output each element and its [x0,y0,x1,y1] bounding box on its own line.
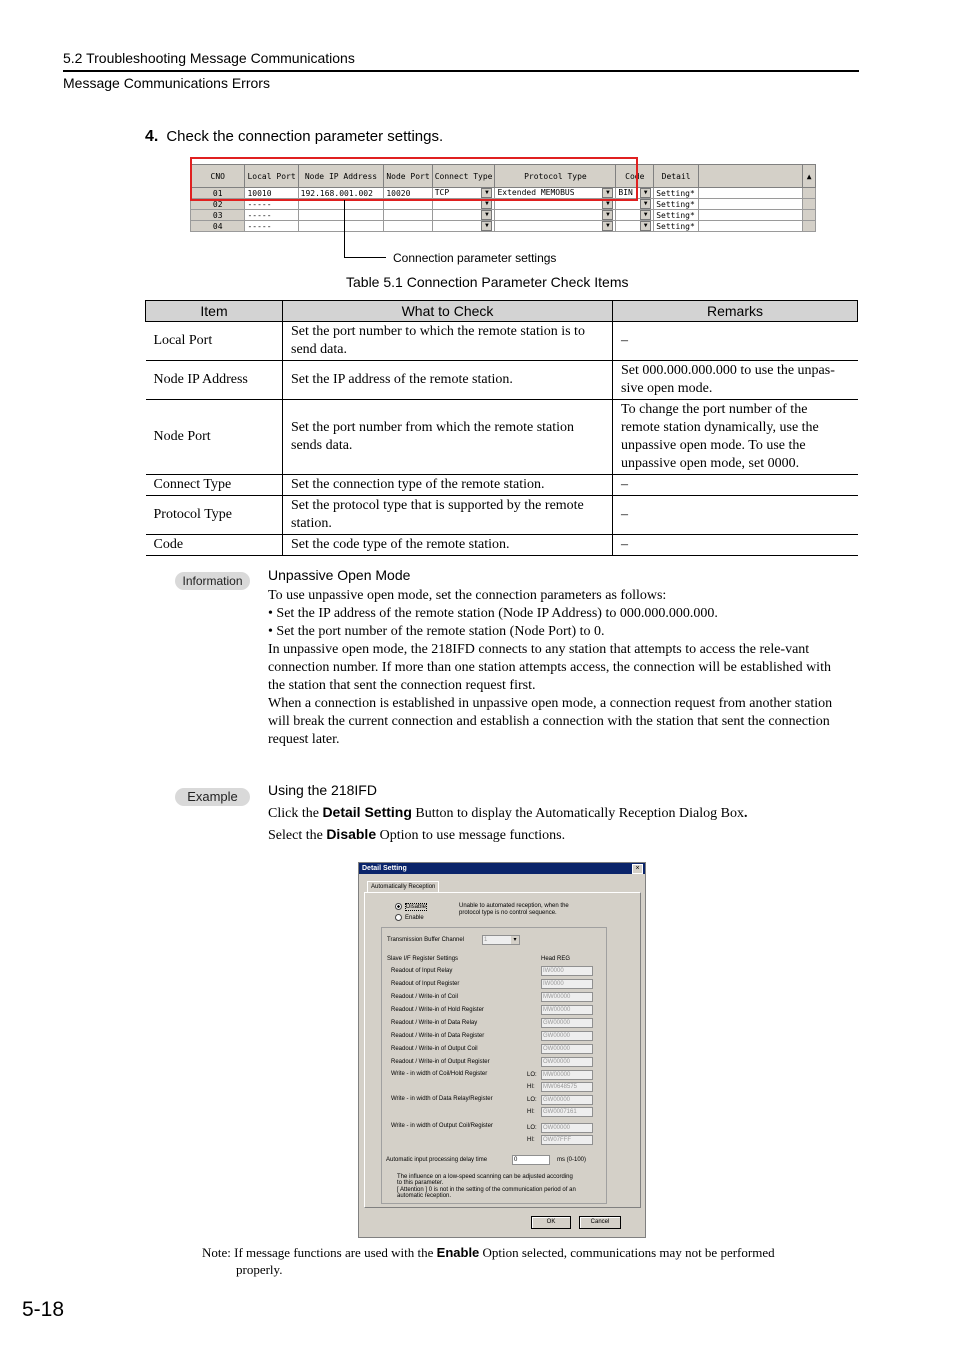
lo-label: LO: [527,1072,537,1078]
text-run: properly. [236,1262,283,1277]
text-run: Option to use message functions. [376,828,566,843]
table-cell: – [613,322,858,361]
lo-label: LO: [527,1125,537,1131]
callout-label: Connection parameter settings [393,251,557,265]
table-cell: Set 000.000.000.000 to use the unpas-sive open mode. [613,361,858,400]
grid-scrollbar[interactable] [803,199,816,210]
width-hi-field[interactable]: GW0007161 [541,1107,593,1117]
width-label: Write - in width of Coil/Hold Register [391,1071,488,1077]
example-title: Using the 218IFD [268,782,377,798]
grid-col-node-ip: Node IP Address [298,165,384,188]
register-label: Readout / Write-in of Data Register [391,1033,485,1039]
register-field[interactable]: IW0000 [541,966,593,976]
disable-term: Disable [326,826,377,842]
parameter-check-table [145,300,858,556]
grid-col-code: Code [616,165,654,188]
grid-cell[interactable]: ----- [245,199,298,210]
enable-radio[interactable] [395,914,424,921]
table-row [146,361,858,400]
grid-col-node-port: Node Port [384,165,432,188]
grid-cell: 01 [191,188,245,199]
register-field[interactable]: IW0000 [541,979,593,989]
grid-col-detail: Detail [654,165,699,188]
option-description: Unable to automated reception, when the protocol type is no control sequence. [459,903,569,916]
callout-line [344,200,345,258]
information-paragraph: In unpassive open mode, the 218IFD connects to any station that attempts to access the rele-vant connection number. If more than one station attempts access, the connection will be established with the station that sent the connection request first. [268,642,831,693]
table-cell: Set the code type of the remote station. [283,535,613,556]
table-cell: – [613,475,858,496]
tx-buffer-label: Transmission Buffer Channel [387,937,465,943]
text-run: Click the [268,806,323,821]
grid-cell [699,188,803,199]
register-field[interactable]: OW00000 [541,1057,593,1067]
dropdown-arrow-icon[interactable]: ▼ [481,188,492,198]
close-icon[interactable]: × [632,864,643,874]
dropdown-arrow-icon[interactable]: ▼ [640,210,651,220]
hi-label: HI: [527,1137,535,1143]
tx-buffer-select[interactable] [482,935,520,945]
chevron-down-icon: ▾ [511,936,519,944]
grid-cell[interactable] [432,221,495,232]
grid-cell[interactable] [616,210,654,221]
dropdown-arrow-icon[interactable]: ▼ [481,221,492,231]
hi-label: HI: [527,1084,535,1090]
delay-label: Automatic input processing delay time [386,1157,488,1163]
table-caption: Table 5.1 Connection Parameter Check Items [346,274,629,290]
table-row [146,475,858,496]
detail-setting-button[interactable]: Setting* [654,210,699,221]
tab-automatically-reception[interactable]: Automatically Reception [367,881,439,893]
register-field[interactable]: GW00000 [541,1031,593,1041]
cell-value: BIN [618,188,633,197]
table-cell: Set the port number from which the remote station sends data. [283,400,613,475]
register-label: Readout of Input Register [391,981,460,987]
table-cell: Code [146,535,283,556]
dialog-titlebar [359,863,645,874]
table-header: Remarks [613,301,858,322]
grid-col-protocol-type: Protocol Type [495,165,616,188]
example-body [268,802,843,846]
grid-cell [699,221,803,232]
example-badge: Example [175,788,250,806]
step-text: Check the connection parameter settings. [166,128,444,145]
table-cell: Set the IP address of the remote station. [283,361,613,400]
width-label: Write - in width of Output Coil/Register [391,1123,493,1129]
table-cell: – [613,535,858,556]
attention-text: [ Attention ] 0 is not in the setting of the communication period of an automatic reception. [397,1187,576,1199]
select-value: 1 [484,937,488,943]
callout-line [344,257,386,258]
grid-cell[interactable]: 192.168.001.002 [298,188,384,199]
register-label: Readout / Write-in of Output Coil [391,1046,478,1052]
table-row [146,400,858,475]
register-field[interactable]: OW00000 [541,1044,593,1054]
dropdown-arrow-icon[interactable]: ▼ [640,188,651,198]
width-hi-field[interactable]: MW0648575 [541,1082,593,1092]
table-header-row [146,301,858,322]
grid-cell[interactable]: 10020 [384,188,432,199]
detail-setting-dialog [358,862,646,1238]
hi-label: HI: [527,1109,535,1115]
register-label: Readout of Input Relay [391,968,453,974]
register-label: Readout / Write-in of Coil [391,994,458,1000]
width-lo-field[interactable]: MW00000 [541,1070,593,1080]
grid-cell[interactable] [495,221,616,232]
register-field[interactable]: GW00000 [541,1018,593,1028]
register-field[interactable]: MW00000 [541,992,593,1002]
table-header: What to Check [283,301,613,322]
dropdown-arrow-icon[interactable]: ▼ [640,199,651,209]
register-label: Readout / Write-in of Hold Register [391,1007,484,1013]
detail-setting-button[interactable]: Setting* [654,199,699,210]
grid-cell: 03 [191,210,245,221]
grid-header-filler [699,165,803,188]
radio-label: Enable [405,915,424,922]
information-badge: Information [175,572,250,590]
register-label: Readout / Write-in of Output Register [391,1059,490,1065]
grid-scrollbar[interactable] [803,210,816,221]
grid-col-connect-type: Connect Type [432,165,495,188]
radio-selected-icon [395,903,402,910]
subsection-header: Message Communications Errors [63,75,270,91]
register-field[interactable]: MW00000 [541,1005,593,1015]
dropdown-arrow-icon[interactable]: ▼ [602,210,613,220]
table-cell: To change the port number of the remote station dynamically, use the unpassive open mode. To use the unpassive open mode, set 0000. [613,400,858,475]
grid-cell [699,199,803,210]
step-instruction [145,128,443,146]
grid-cell[interactable] [616,221,654,232]
slave-if-label: Slave I/F Register Settings [387,956,459,962]
dropdown-arrow-icon[interactable]: ▼ [481,199,492,209]
section-header: 5.2 Troubleshooting Message Communications [63,50,355,66]
grid-scrollbar[interactable] [803,188,816,199]
information-title: Unpassive Open Mode [268,567,411,583]
table-row [146,535,858,556]
example-line [268,824,843,846]
table-cell: Connect Type [146,475,283,496]
influence-text: The influence on a low-speed scanning can be adjusted according to this parameter. [397,1174,573,1186]
information-bullet: • Set the IP address of the remote station (Node IP Address) to 000.000.000.000. [268,606,718,621]
grid-row[interactable] [191,221,816,232]
grid-cell: 04 [191,221,245,232]
cell-value: Extended MEMOBUS [497,188,575,197]
grid-scroll-up[interactable]: ▲ [803,165,816,188]
lo-label: LO: [527,1097,537,1103]
information-body [268,587,843,749]
table-row [146,322,858,361]
grid-col-cno: CNO [191,165,245,188]
grid-cell[interactable] [298,221,384,232]
table-cell: Set the port number to which the remote station is to send data. [283,322,613,361]
table-row [146,496,858,535]
width-label: Write - in width of Data Relay/Register [391,1096,493,1102]
radio-unselected-icon [395,914,402,921]
footnote [202,1244,842,1278]
text-run: . [743,806,748,821]
table-cell: Protocol Type [146,496,283,535]
dropdown-arrow-icon[interactable]: ▼ [640,221,651,231]
delay-unit: ms (0-100) [557,1157,587,1163]
example-line [268,802,843,824]
cancel-button[interactable]: Cancel [579,1216,621,1229]
register-label: Readout / Write-in of Data Relay [391,1020,478,1026]
enable-term: Enable [436,1245,480,1260]
text-run: Select the [268,828,327,843]
table-cell: – [613,496,858,535]
table-header: Item [146,301,283,322]
grid-cell[interactable] [384,210,432,221]
detail-setting-term: Detail Setting [322,804,412,820]
information-intro: To use unpassive open mode, set the connection parameters as follows: [268,588,667,603]
grid-cell [699,210,803,221]
text-run: Option selected, communications may not be performed [479,1245,775,1260]
grid-col-local-port: Local Port [245,165,298,188]
page-number: 5-18 [22,1298,65,1321]
information-paragraph: When a connection is established in unpassive open mode, a connection request from another station will break the current connection and establish a connection with the station that sent the connection request later. [268,696,833,747]
cell-value: TCP [434,188,450,197]
table-cell: Set the connection type of the remote station. [283,475,613,496]
disable-radio[interactable] [395,903,427,910]
head-reg-label: Head REG [541,956,571,962]
width-lo-field[interactable]: GW00000 [541,1095,593,1105]
dialog-title: Detail Setting [362,865,407,872]
text-run: Button to display the Automatically Reception Dialog Box [411,806,744,821]
step-number: 4. [145,128,159,145]
detail-setting-button[interactable]: Setting* [654,188,699,199]
information-bullet: • Set the port number of the remote station (Node Port) to 0. [268,624,605,639]
table-cell: Node IP Address [146,361,283,400]
grid-cell[interactable] [432,210,495,221]
table-cell: Set the protocol type that is supported by the remote station. [283,496,613,535]
grid-cell[interactable] [384,221,432,232]
width-hi-field[interactable]: OW07FFF [541,1135,593,1145]
grid-scrollbar[interactable] [803,221,816,232]
dropdown-arrow-icon[interactable]: ▼ [602,188,613,198]
ok-button[interactable]: OK [531,1216,571,1229]
detail-setting-button[interactable]: Setting* [654,221,699,232]
header-rule [63,70,859,72]
grid-cell[interactable]: 10010 [245,188,298,199]
table-cell: Local Port [146,322,283,361]
grid-cell[interactable]: ----- [245,210,298,221]
grid-cell[interactable] [495,210,616,221]
dropdown-arrow-icon[interactable]: ▼ [602,221,613,231]
delay-input[interactable]: 0 [512,1155,550,1165]
grid-cell[interactable] [298,210,384,221]
highlight-box [190,157,638,201]
grid-cell[interactable]: ----- [245,221,298,232]
table-cell: Node Port [146,400,283,475]
radio-label: Disable [406,904,427,911]
text-run: Note: If message functions are used with the [202,1245,437,1260]
grid-cell: 02 [191,199,245,210]
dropdown-arrow-icon[interactable]: ▼ [602,199,613,209]
dropdown-arrow-icon[interactable]: ▼ [481,210,492,220]
grid-row[interactable] [191,210,816,221]
width-lo-field[interactable]: OW00000 [541,1123,593,1133]
